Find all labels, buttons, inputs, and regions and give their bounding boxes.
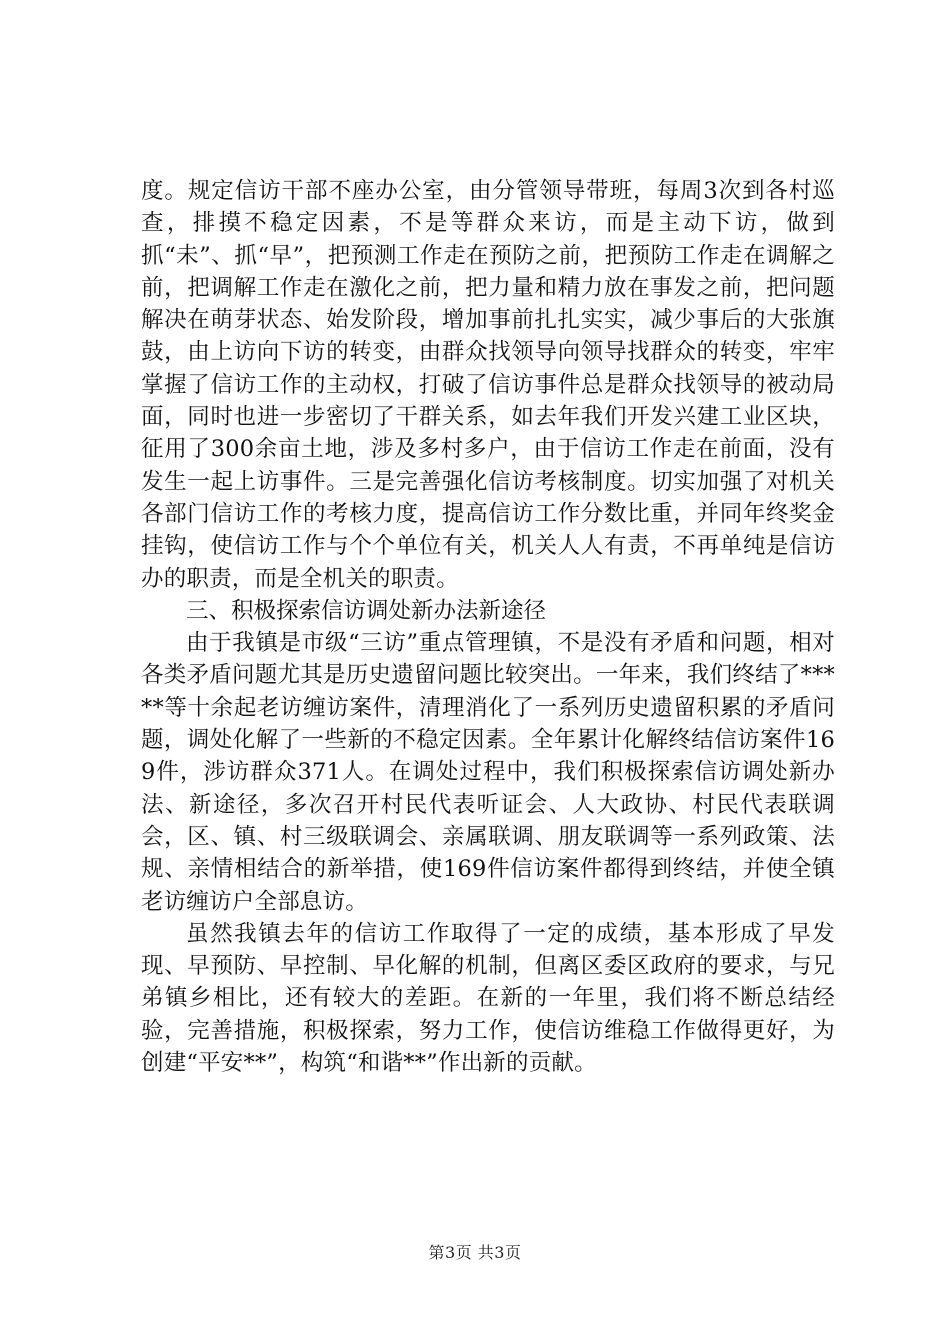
- paragraph-continuation: 度。规定信访干部不座办公室，由分管领导带班，每周3次到各村巡查，排摸不稳定因素，不是等群众来访，而是主动下访，做到抓“未”、抓“早”，把预测工作走在预防之前，把预防工作走在调解之前，把调解工作走在激化之前，把力量和精力放在事发之前，把问题解决在萌芽状态、始发阶段，增加事前扎扎实实，减少事后的大张旗鼓，由上访向下访的转变，由群众找领导向领导找群众的转变，牢牢掌握了信访工作的主动权，打破了信访事件总是群众找领导的被动局面，同时也进一步密切了干群关系，如去年我们开发兴建工业区块，征用了300余亩土地，涉及多村多户，由于信访工作走在前面，没有发生一起上访事件。三是完善强化信访考核制度。切实加强了对机关各部门信访工作的考核力度，提高信访工作分数比重，并同年终奖金挂钩，使信访工作与个个单位有关，机关人人有责，不再单纯是信访办的职责，而是全机关的职责。: [141, 178, 835, 592]
- document-body: [141, 175, 835, 1079]
- paragraph-body: 由于我镇是市级“三访”重点管理镇，不是没有矛盾和问题，相对各类矛盾问题尤其是历史遗留问题比较突出。一年来，我们终结了*****等十余起老访缠访案件，清理消化了一系列历史遗留积累的矛盾问题，调处化解了一些新的不稳定因素。全年累计化解终结信访案件169件，涉访群众371人。在调处过程中，我们积极探索信访调处新办法、新途径，多次召开村民代表听证会、人大政协、村民代表联调会，区、镇、村三级联调会、亲属联调、朋友联调等一系列政策、法规、亲情相结合的新举措，使169件信访案件都得到终结，并使全镇老访缠访户全部息访。: [141, 630, 835, 915]
- page-footer: 第3页 共3页: [428, 1243, 522, 1262]
- paragraph-body: 虽然我镇去年的信访工作取得了一定的成绩，基本形成了早发现、早预防、早控制、早化解的机制，但离区委区政府的要求，与兄弟镇乡相比，还有较大的差距。在新的一年里，我们将不断总结经验，完善措施，积极探索，努力工作，使信访维稳工作做得更好，为创建“平安**”，构筑“和谐**”作出新的贡献。: [141, 920, 835, 1077]
- section-heading: 三、积极探索信访调处新办法新途径: [186, 597, 547, 624]
